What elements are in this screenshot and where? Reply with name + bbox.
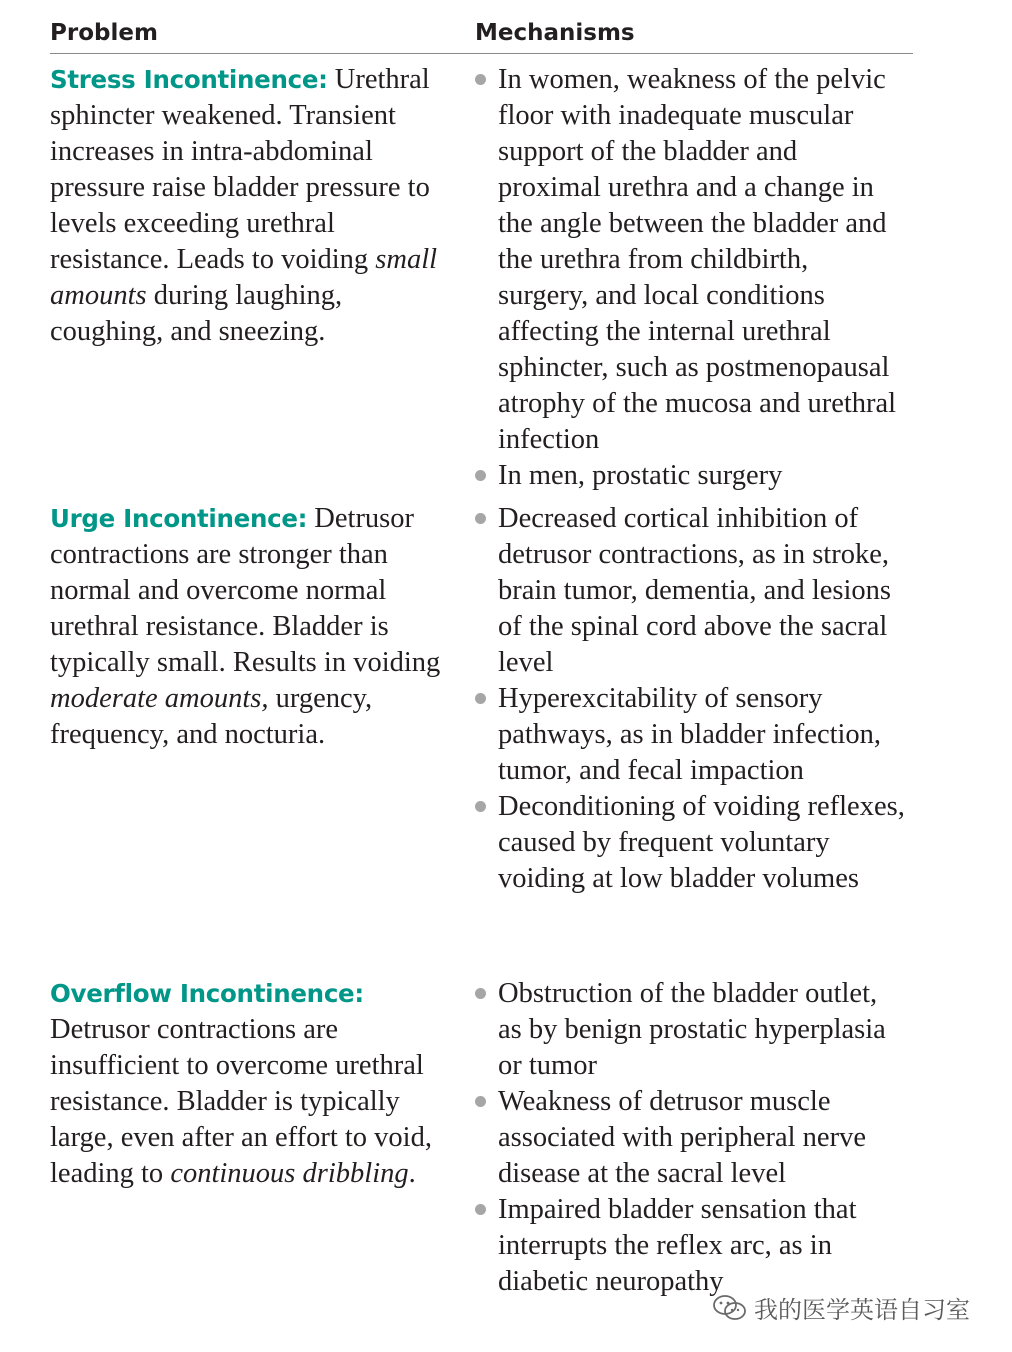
urge-term: Urge Incontinence: — [50, 504, 308, 533]
watermark — [712, 1290, 970, 1325]
overflow-problem-cell — [50, 976, 450, 1192]
urge-desc-post: urgency, frequency, and nocturia. — [50, 683, 373, 750]
stress-desc-post: during laughing, coughing, and sneezing. — [50, 280, 343, 347]
list-item: Hyperexcitability of sensory pathways, as in bladder infection, tumor, and fecal impaction — [475, 681, 905, 789]
list-item: Weakness of detrusor muscle associated with peripheral nerve disease at the sacral level — [475, 1084, 905, 1192]
urge-problem-cell — [50, 501, 450, 753]
stress-mechanisms-list — [475, 62, 905, 494]
wechat-icon — [712, 1294, 748, 1322]
urge-desc-pre: Detrusor contractions are stronger than normal and overcome normal urethral resistance. Bladder is typically small. Results in voiding — [50, 503, 441, 678]
overflow-desc-pre: Detrusor contractions are insufficient to overcome urethral resistance. Bladder is typically large, even after an effort to void, leading to — [50, 1014, 432, 1189]
stress-desc-pre: Urethral sphincter weakened. Transient increases in intra-abdominal pressure raise bladder pressure to levels exceeding urethral resistance. Leads to voiding — [50, 64, 430, 275]
overflow-desc-emphasis: continuous dribbling — [170, 1158, 409, 1189]
stress-problem-cell — [50, 62, 450, 350]
header-divider — [50, 53, 913, 54]
mechanisms-column-header: Mechanisms — [475, 20, 635, 46]
overflow-mechanisms-list — [475, 976, 905, 1300]
stress-desc-emphasis: small amounts — [50, 244, 438, 311]
watermark-text: 我的医学英语自习室 — [754, 1296, 970, 1324]
list-item: Decreased cortical inhibition of detrusor contractions, as in stroke, brain tumor, dementia, and lesions of the spinal cord above the sacral level — [475, 501, 905, 681]
list-item: Impaired bladder sensation that interrupts the reflex arc, as in diabetic neuropathy — [475, 1192, 905, 1300]
stress-term: Stress Incontinence: — [50, 65, 328, 94]
list-item: Deconditioning of voiding reflexes, caused by frequent voluntary voiding at low bladder volumes — [475, 789, 905, 897]
list-item: In men, prostatic surgery — [475, 458, 905, 494]
list-item: Obstruction of the bladder outlet, as by benign prostatic hyperplasia or tumor — [475, 976, 905, 1084]
problem-column-header: Problem — [50, 20, 158, 46]
overflow-term: Overflow Incontinence: — [50, 979, 364, 1008]
urge-desc-emphasis: moderate amounts, — [50, 683, 269, 714]
urge-mechanisms-list — [475, 501, 905, 897]
list-item: In women, weakness of the pelvic floor with inadequate muscular support of the bladder and proximal urethra and a change in the angle between the bladder and the urethra from childbirth, surgery, and local conditions affecting the internal urethral sphincter, such as postmenopausal atrophy of the mucosa and urethral infection — [475, 62, 905, 458]
overflow-desc-post: . — [408, 1158, 416, 1189]
